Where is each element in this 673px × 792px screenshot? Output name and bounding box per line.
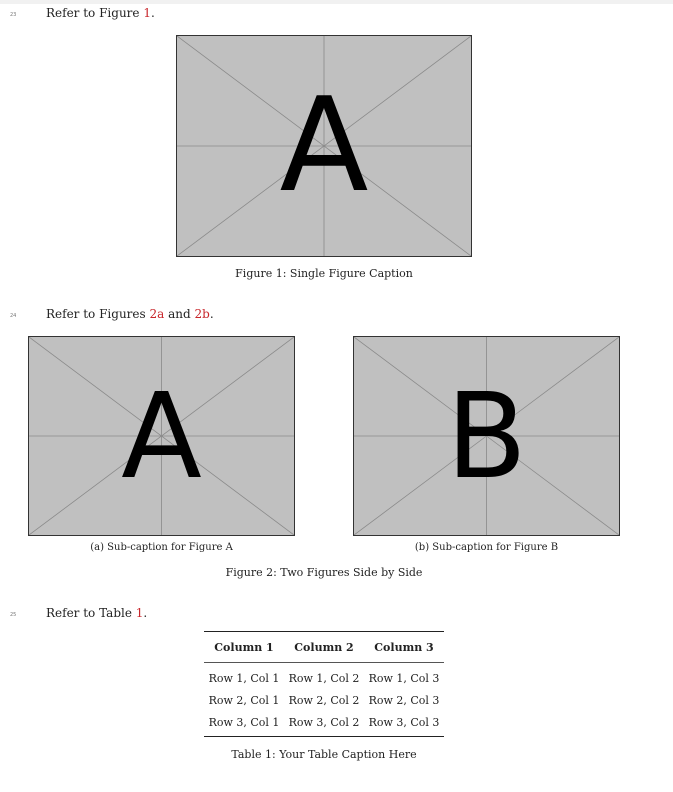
figure-1-link[interactable]: 1 [143,6,151,20]
placeholder-letter: B [446,367,527,505]
table-cell: Row 1, Col 1 [208,671,280,685]
table-cell: Row 3, Col 3 [368,715,440,729]
line-number: 23 [10,12,17,18]
paragraph-text-end: . [150,6,155,20]
column-header: Column 2 [284,632,364,663]
paragraph-text-end: . [143,606,148,620]
table-header-row [204,632,444,663]
paragraph-text-between: and [164,307,195,321]
column-header: Column 1 [204,632,284,663]
table-cell: Row 2, Col 2 [288,693,360,707]
paragraph-text: Refer to Figure [46,6,144,20]
page-top-bar [0,0,673,4]
column-header: Column 3 [364,632,444,663]
line-number: 25 [10,612,17,618]
table-1 [204,631,444,737]
figure-1-placeholder-image [176,35,472,257]
placeholder-letter: A [121,367,202,505]
paragraph-text: Refer to Table [46,606,136,620]
table-cell: Row 2, Col 3 [368,693,440,707]
figure-2b-link[interactable]: 2b [194,307,210,321]
figure-2a-placeholder-image [28,336,295,536]
table-cell: Row 3, Col 1 [208,715,280,729]
table-row [204,663,444,690]
line-number: 24 [10,313,17,319]
table-cell: Row 1, Col 3 [368,671,440,685]
table-row [204,711,444,737]
table-cell: Row 2, Col 1 [208,693,280,707]
table-row [204,689,444,711]
paragraph-text: Refer to Figures [46,307,150,321]
table-cell: Row 1, Col 2 [288,671,360,685]
table-1-link[interactable]: 1 [135,606,144,620]
figure-2a-link[interactable]: 2a [149,307,165,321]
figure-2-caption: Figure 2: Two Figures Side by Side [225,566,423,579]
placeholder-letter: A [279,69,369,221]
figure-2b-subcaption: (b) Sub-caption for Figure B [414,542,559,553]
paragraph-figures-ref [46,307,214,321]
table-1-caption: Table 1: Your Table Caption Here [231,748,417,761]
figure-2b-placeholder-image [353,336,620,536]
table-cell: Row 3, Col 2 [288,715,360,729]
paragraph-table-ref [46,606,147,620]
paragraph-text-end: . [209,307,214,321]
figure-2a-subcaption: (a) Sub-caption for Figure A [90,542,233,553]
figure-1-caption: Figure 1: Single Figure Caption [235,267,413,280]
paragraph-figure-ref [46,6,155,20]
